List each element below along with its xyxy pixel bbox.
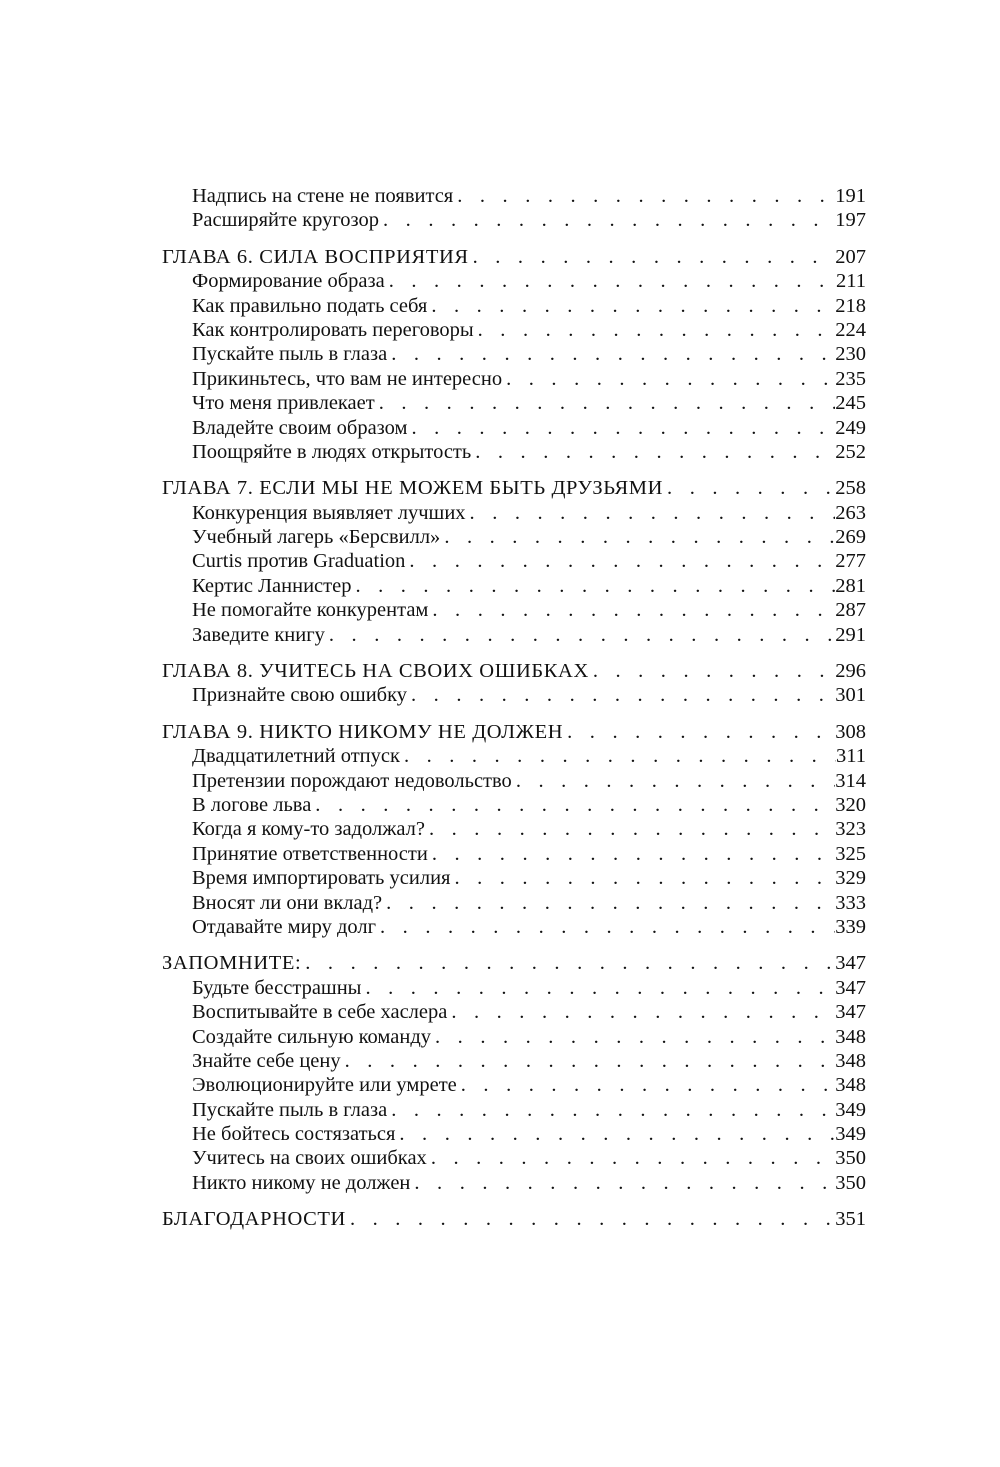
dot-leader — [440, 525, 835, 549]
toc-entry-title: Когда я кому-то задолжал? — [192, 818, 425, 841]
chapter-page: 351 — [835, 1208, 866, 1231]
toc-entry-page: 349 — [835, 1098, 866, 1121]
toc-entry-title: Поощряйте в людях открытость — [192, 440, 472, 463]
toc-entry — [162, 501, 866, 525]
toc-entry — [162, 1000, 866, 1024]
toc-entry-page: 347 — [835, 1001, 866, 1024]
toc-entry-title: Не помогайте конкурентам — [192, 599, 429, 622]
chapter-title: БЛАГОДАРНОСТИ — [162, 1208, 346, 1231]
toc-entry-title: Воспитывайте в себе хаслера — [192, 1001, 448, 1024]
toc-entry-title: Прикиньтесь, что вам не интересно — [192, 367, 503, 390]
toc-entry-title: Отдавайте миру долг — [192, 915, 377, 938]
toc-entry — [162, 184, 866, 208]
toc-entry-page: 235 — [835, 367, 866, 390]
toc-entry — [162, 342, 866, 366]
toc-entry — [162, 817, 866, 841]
chapter-title: ГЛАВА 7. ЕСЛИ МЫ НЕ МОЖЕМ БЫТЬ ДРУЗЬЯМИ — [162, 477, 664, 500]
dot-leader — [512, 769, 835, 793]
toc-entry — [162, 1098, 866, 1122]
dot-leader — [457, 1073, 835, 1097]
dot-leader — [387, 342, 835, 366]
toc-entry — [162, 623, 866, 647]
toc-entry-page: 311 — [836, 745, 866, 768]
dot-leader — [301, 951, 835, 975]
chapter-page: 308 — [835, 720, 866, 743]
toc-entry — [162, 793, 866, 817]
toc-entry-title: Не бойтесь состязаться — [192, 1123, 396, 1146]
toc-entry-title: Что меня привлекает — [192, 392, 375, 415]
dot-leader — [428, 598, 835, 622]
toc-entry — [162, 1073, 866, 1097]
toc-entry-page: 218 — [835, 294, 866, 317]
chapter-title: ГЛАВА 8. УЧИТЕСЬ НА СВОИХ ОШИБКАХ — [162, 660, 589, 683]
chapter-heading — [162, 245, 866, 269]
toc-entry-title: Время импортировать усилия — [192, 867, 451, 890]
toc-entry-page: 350 — [835, 1147, 866, 1170]
toc-entry-title: Надпись на стене не появится — [192, 185, 454, 207]
toc-entry-page: 211 — [836, 270, 866, 293]
dot-leader — [428, 842, 835, 866]
dot-leader — [405, 549, 835, 573]
toc-entry — [162, 769, 866, 793]
toc-entry — [162, 1049, 866, 1073]
toc-entry — [162, 208, 866, 232]
dot-leader — [471, 440, 835, 464]
toc-entry-title: Формирование образа — [192, 270, 385, 293]
toc-entry-title: Двадцатилетний отпуск — [192, 745, 400, 768]
toc-entry-page: 277 — [835, 550, 866, 573]
dot-leader — [400, 744, 836, 768]
toc-entry-page: 347 — [835, 976, 866, 999]
toc-entry — [162, 294, 866, 318]
dot-leader — [382, 891, 835, 915]
toc-entry-title: Как правильно подать себя — [192, 294, 428, 317]
toc-entry — [162, 744, 866, 768]
toc-entry — [162, 1171, 866, 1195]
toc-entry-title: Знайте себе цену — [192, 1049, 341, 1072]
toc-entry-page: 197 — [835, 209, 866, 232]
dot-leader — [387, 1098, 835, 1122]
toc-entry-page: 329 — [835, 867, 866, 890]
toc-entry-title: Кертис Ланнистер — [192, 574, 352, 597]
toc-entry-page: 314 — [835, 769, 866, 792]
toc-entry-page: 281 — [835, 574, 866, 597]
toc-entry-page: 252 — [835, 440, 866, 463]
chapter-heading — [162, 720, 866, 744]
toc-entry-page: 339 — [835, 915, 866, 938]
toc-entry-page: 287 — [835, 599, 866, 622]
toc-entry — [162, 866, 866, 890]
dot-leader — [453, 184, 835, 208]
dot-leader — [379, 208, 835, 232]
toc-entry-title: Эволюционируйте или умрете — [192, 1074, 457, 1097]
dot-leader — [450, 866, 835, 890]
chapter-heading — [162, 659, 866, 683]
toc-entry — [162, 318, 866, 342]
toc-entry — [162, 549, 866, 573]
toc-entry-title: Расширяйте кругозор — [192, 209, 380, 232]
toc-entry — [162, 891, 866, 915]
dot-leader — [410, 1171, 835, 1195]
toc-entry — [162, 440, 866, 464]
dot-leader — [361, 976, 835, 1000]
dot-leader — [311, 793, 835, 817]
dot-leader — [351, 574, 835, 598]
dot-leader — [589, 659, 835, 683]
toc-entry-page: 323 — [835, 818, 866, 841]
dot-leader — [466, 501, 836, 525]
toc-entry-page: 224 — [835, 318, 866, 341]
toc-entry-page: 325 — [835, 842, 866, 865]
toc-entry-page: 263 — [835, 501, 866, 524]
toc-entry — [162, 915, 866, 939]
dot-leader — [563, 720, 835, 744]
toc-entry-title: Будьте бесстрашны — [192, 976, 362, 999]
chapter-title: ГЛАВА 9. НИКТО НИКОМУ НЕ ДОЛЖЕН — [162, 720, 564, 743]
toc-entry — [162, 842, 866, 866]
dot-leader — [407, 416, 835, 440]
dot-leader — [427, 1146, 835, 1170]
toc-entry — [162, 269, 866, 293]
toc-entry-title: Учебный лагерь «Берсвилл» — [192, 526, 441, 549]
toc-entry-title: Претензии порождают недовольство — [192, 769, 512, 792]
toc-entry-title: Конкуренция выявляет лучших — [192, 501, 466, 524]
dot-leader — [385, 269, 836, 293]
toc-entry-page: 348 — [835, 1025, 866, 1048]
toc-entry-page: 301 — [835, 684, 866, 707]
chapter-title: ГЛАВА 6. СИЛА ВОСПРИЯТИЯ — [162, 245, 469, 268]
toc-entry-title: Пускайте пыль в глаза — [192, 1098, 388, 1121]
dot-leader — [375, 391, 836, 415]
dot-leader — [447, 1000, 835, 1024]
toc-entry-page: 269 — [835, 526, 866, 549]
toc-entry-page: 349 — [835, 1123, 866, 1146]
toc-entry-page: 291 — [835, 623, 866, 646]
dot-leader — [346, 1207, 835, 1231]
toc-entry-title: Никто никому не должен — [192, 1171, 411, 1194]
dot-leader — [341, 1049, 836, 1073]
chapter-heading — [162, 951, 866, 975]
toc-entry-page: 249 — [835, 416, 866, 439]
toc-entry-title: Curtis против Graduation — [192, 550, 406, 573]
chapter-heading — [162, 1207, 866, 1231]
chapter-page: 207 — [835, 245, 866, 268]
toc-entry-title: Как контролировать переговоры — [192, 318, 474, 341]
toc-entry-title: Признайте свою ошибку — [192, 684, 408, 707]
toc-entry-page: 350 — [835, 1171, 866, 1194]
toc-entry-title: Вносят ли они вклад? — [192, 891, 383, 914]
toc-entry-title: Пускайте пыль в глаза — [192, 343, 388, 366]
toc-entry — [162, 1122, 866, 1146]
toc-entry-page: 191 — [835, 185, 866, 207]
toc-entry-page: 320 — [835, 793, 866, 816]
table-of-contents — [162, 184, 866, 1232]
dot-leader — [376, 915, 835, 939]
toc-entry-title: Владейте своим образом — [192, 416, 408, 439]
toc-entry-page: 230 — [835, 343, 866, 366]
toc-entry — [162, 683, 866, 707]
toc-entry-title: В логове льва — [192, 793, 312, 816]
dot-leader — [663, 476, 835, 500]
dot-leader — [502, 367, 835, 391]
dot-leader — [474, 318, 836, 342]
dot-leader — [325, 623, 835, 647]
toc-entry — [162, 416, 866, 440]
toc-entry — [162, 574, 866, 598]
toc-entry-title: Учитесь на своих ошибках — [192, 1147, 427, 1170]
toc-entry — [162, 1146, 866, 1170]
toc-entry-page: 348 — [835, 1074, 866, 1097]
toc-entry-title: Заведите книгу — [192, 623, 325, 646]
toc-entry — [162, 391, 866, 415]
toc-entry — [162, 598, 866, 622]
dot-leader — [427, 294, 835, 318]
chapter-title: ЗАПОМНИТЕ: — [162, 952, 302, 975]
toc-entry — [162, 525, 866, 549]
dot-leader — [431, 1025, 835, 1049]
toc-entry-title: Принятие ответственности — [192, 842, 428, 865]
toc-entry — [162, 1025, 866, 1049]
toc-entry-title: Создайте сильную команду — [192, 1025, 432, 1048]
dot-leader — [395, 1122, 835, 1146]
toc-entry-page: 348 — [835, 1049, 866, 1072]
dot-leader — [469, 245, 836, 269]
toc-entry — [162, 976, 866, 1000]
toc-entry — [162, 367, 866, 391]
dot-leader — [407, 683, 835, 707]
toc-entry-page: 333 — [835, 891, 866, 914]
chapter-page: 347 — [835, 952, 866, 975]
chapter-page: 258 — [835, 477, 866, 500]
chapter-heading — [162, 476, 866, 500]
dot-leader — [425, 817, 835, 841]
chapter-page: 296 — [835, 660, 866, 683]
toc-entry-page: 245 — [835, 392, 866, 415]
